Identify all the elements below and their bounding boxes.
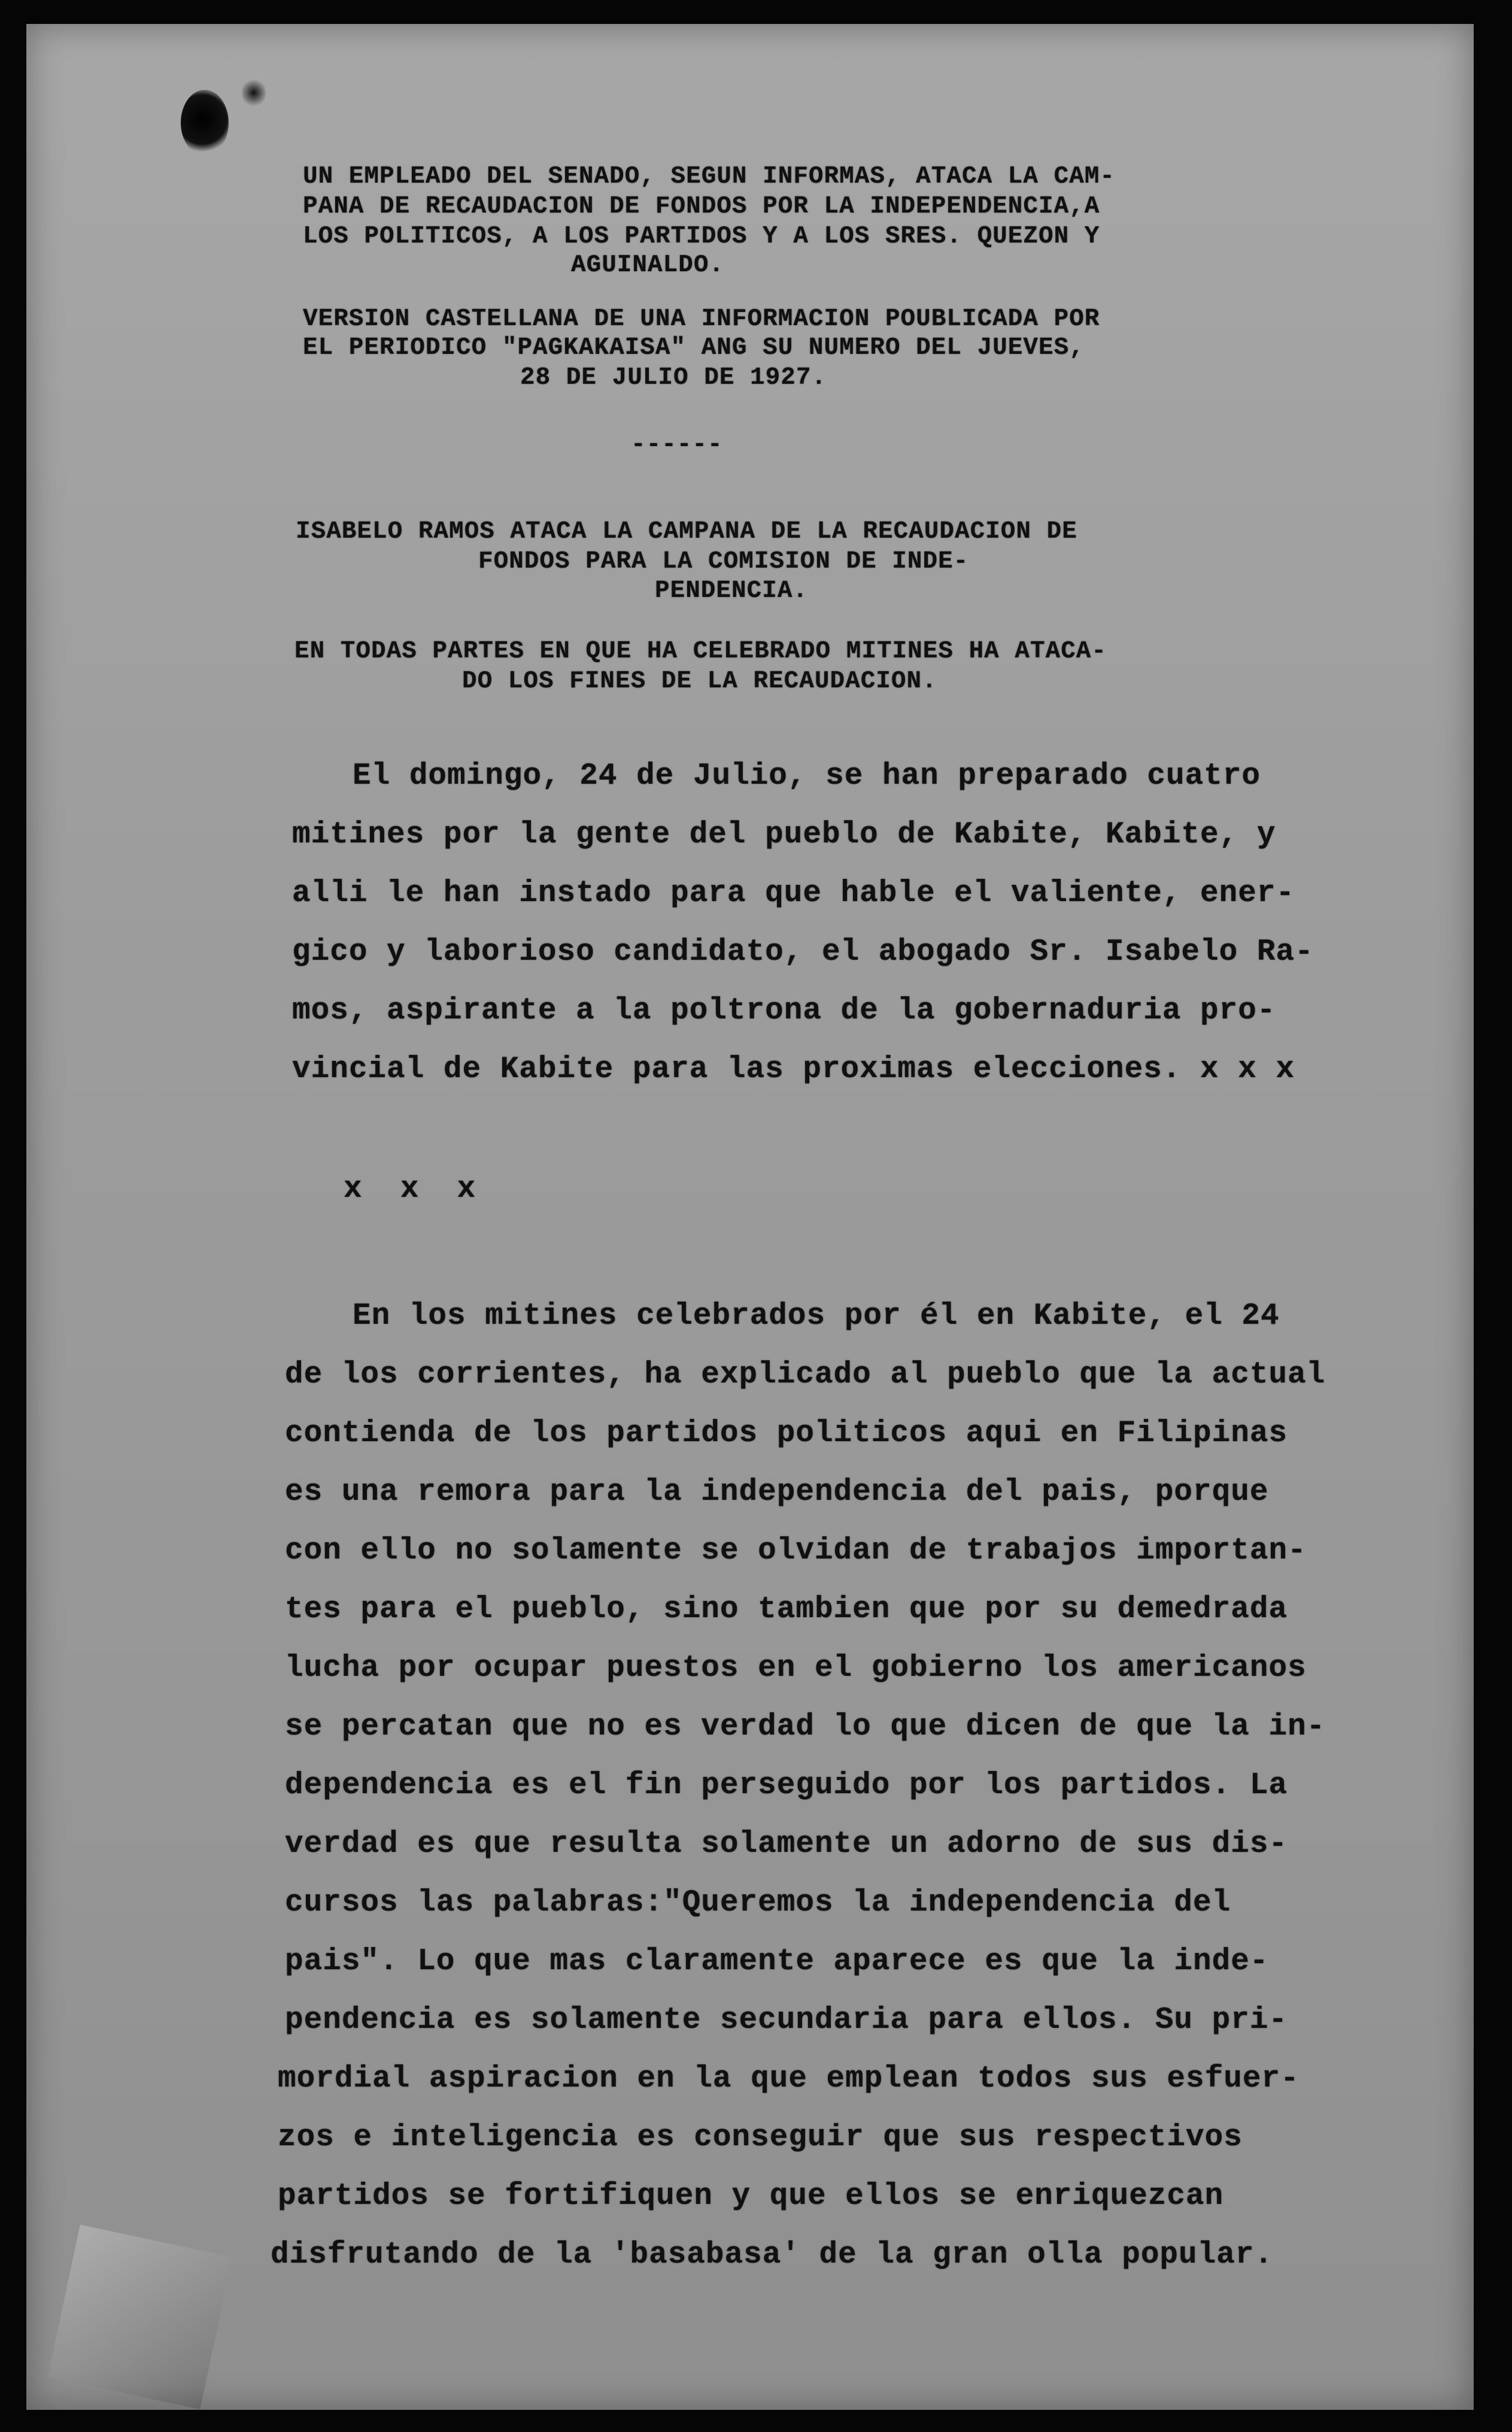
paragraph2-line-7: lucha por ocupar puestos en el gobierno los americanos — [285, 1651, 1307, 1685]
paragraph1-line-5: mos, aspirante a la poltrona de la gobernaduria pro- — [292, 994, 1276, 1028]
paragraph2-line-3: contienda de los partidos politicos aqui en Filipinas — [285, 1417, 1288, 1451]
paragraph2-line-1: En los mitines celebrados por él en Kabite, el 24 — [353, 1299, 1280, 1333]
paragraph2-line-13: pendencia es solamente secundaria para ellos. Su pri- — [285, 2003, 1288, 2037]
separator: ------ — [631, 431, 723, 459]
corner-fold — [48, 2225, 232, 2409]
paragraph2-line-5: con ello no solamente se olvidan de trabajos importan- — [285, 1534, 1307, 1568]
version-line-2: EL PERIODICO "PAGKAKAISA" ANG SU NUMERO DEL JUEVES, — [303, 334, 1085, 362]
paragraph2-line-4: es una remora para la independencia del pais, porque — [285, 1475, 1269, 1509]
paragraph1-line-6: vincial de Kabite para las proximas elecciones. x x x — [292, 1053, 1295, 1087]
title-line-2: PANA DE RECAUDACION DE FONDOS POR LA INDEPENDENCIA,A — [303, 193, 1100, 220]
paragraph1-line-4: gico y laborioso candidato, el abogado Sr. Isabelo Ra- — [292, 935, 1314, 969]
document-page — [26, 24, 1474, 2410]
ink-dot — [242, 78, 266, 108]
headline-line-3: PENDENCIA. — [655, 577, 809, 605]
version-line-1: VERSION CASTELLANA DE UNA INFORMACION POUBLICADA POR — [303, 305, 1100, 333]
paragraph1-line-2: mitines por la gente del pueblo de Kabite, Kabite, y — [292, 818, 1276, 852]
title-line-4: AGUINALDO. — [571, 251, 725, 279]
paragraph2-line-2: de los corrientes, ha explicado al pueblo que la actual — [285, 1358, 1326, 1392]
paragraph2-line-11: cursos las palabras:"Queremos la independencia del — [285, 1886, 1231, 1920]
paragraph2-line-16: partidos se fortifiquen y que ellos se enriquezcan — [278, 2179, 1224, 2213]
ink-blot — [181, 90, 229, 156]
paragraph2-line-8: se percatan que no es verdad lo que dicen de que la in- — [285, 1710, 1326, 1744]
version-line-3: 28 DE JULIO DE 1927. — [520, 364, 827, 392]
paragraph2-line-15: zos e inteligencia es conseguir que sus respectivos — [278, 2121, 1243, 2155]
paragraph2-line-17: disfrutando de la 'basabasa' de la gran olla popular. — [271, 2238, 1274, 2272]
title-line-3: LOS POLITICOS, A LOS PARTIDOS Y A LOS SRES. QUEZON Y — [303, 223, 1100, 250]
paragraph2-line-10: verdad es que resulta solamente un adorno de sus dis- — [285, 1827, 1288, 1861]
title-line-1: UN EMPLEADO DEL SENADO, SEGUN INFORMAS, ATACA LA CAM- — [303, 163, 1116, 190]
subhead-line-2: DO LOS FINES DE LA RECAUDACION. — [462, 668, 937, 695]
subhead-line-1: EN TODAS PARTES EN QUE HA CELEBRADO MITINES HA ATACA- — [294, 638, 1107, 665]
headline-line-2: FONDOS PARA LA COMISION DE INDE- — [478, 548, 969, 575]
paragraph2-line-9: dependencia es el fin perseguido por los partidos. La — [285, 1769, 1288, 1803]
paragraph2-line-12: pais". Lo que mas claramente aparece es que la inde- — [285, 1945, 1269, 1979]
paragraph2-line-14: mordial aspiracion en la que emplean todos sus esfuer- — [278, 2062, 1300, 2096]
paragraph2-line-6: tes para el pueblo, sino tambien que por su demedrada — [285, 1593, 1288, 1627]
paragraph1-line-7: x x x — [344, 1172, 476, 1206]
paragraph1-line-1: El domingo, 24 de Julio, se han preparado cuatro — [353, 759, 1261, 793]
headline-line-1: ISABELO RAMOS ATACA LA CAMPANA DE LA RECAUDACION DE — [296, 518, 1077, 545]
paragraph1-line-3: alli le han instado para que hable el valiente, ener- — [292, 877, 1295, 911]
